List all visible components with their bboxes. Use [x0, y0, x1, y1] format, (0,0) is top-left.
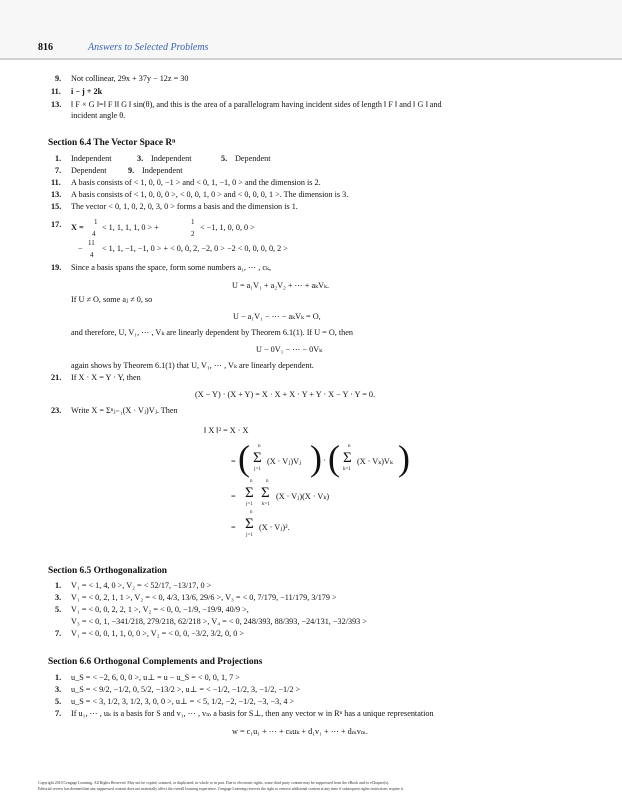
equation: w = c₁u₁ + ⋯ + cₖuₖ + d₁v₁ + ⋯ + dₘvₘ. — [232, 727, 368, 736]
answer-number: 7. — [55, 166, 62, 175]
page-number: 816 — [38, 42, 53, 53]
answer-text: The vector < 0, 1, 0, 2, 0, 3, 0 > forms a basis and the dimension is 1. — [71, 202, 298, 211]
answer-17-number — [51, 220, 61, 230]
sigma-symbol: Σ — [343, 450, 352, 466]
answer-13-continued: incident angle θ. — [71, 111, 126, 120]
copyright-line-1: Copyright 2010 Cengage Learning. All Rights Reserved. May not be copied, scanned, or duplicated, in whole or in part. Due to electronic rights, some third party content may be suppressed from the eBook and/or eChapter(s). — [38, 781, 390, 785]
equation-term: (X · Vⱼ)Vⱼ — [267, 457, 302, 466]
answer-23 — [51, 406, 178, 416]
sum-lower-limit: k=1 — [262, 502, 270, 507]
answer-number: 11. — [51, 87, 61, 96]
sum-upper-limit: n — [348, 444, 351, 449]
answer-9 — [128, 166, 182, 175]
section-6-5-title: Section 6.5 Orthogonalization — [48, 566, 168, 576]
answer-1 — [55, 581, 211, 591]
answer-text: u_S = < −2, 6, 0, 0 >, u⊥ = u − u_S = < 0, 0, 1, 7 > — [71, 673, 240, 682]
answer-5-continued: V₃ = < 0, 1, −341/218, 279/218, 62/218 >, V₄ = < 0, 248/393, 88/393, −24/131, −32/393 > — [71, 617, 367, 626]
answer-number: 1. — [55, 154, 62, 163]
answer-text: V₁ = < 0, 2, 1, 1 >, V₂ = < 0, 4/3, 13/6, 29/6 >, V₃ = < 0, 7/179, −11/179, 3/179 > — [71, 593, 337, 602]
answer-text: Independent — [151, 154, 192, 163]
answer-text: and therefore, U, V₁, ⋯ , Vₖ are linearly dependent by Theorem 6.1(1). If U = O, then — [71, 328, 353, 337]
answer-19 — [51, 263, 271, 273]
section-6-6-title: Section 6.6 Orthogonal Complements and Projections — [48, 657, 263, 667]
answer-17-term1: < 1, 1, 1, 1, 0 > + — [102, 223, 159, 232]
answer-1 — [55, 673, 240, 683]
sum-lower-limit: k=1 — [343, 467, 351, 472]
answer-17-lhs: X = — [71, 223, 84, 232]
answer-text: If U ≠ O, some aⱼ ≠ 0, so — [71, 295, 153, 304]
fraction-numerator: 11 — [88, 239, 95, 247]
answer-3 — [55, 685, 300, 695]
sigma-symbol: Σ — [245, 485, 254, 501]
equation: (X − Y) · (X + Y) = X · X + X · Y + Y · X − Y · Y = 0. — [195, 390, 376, 399]
answer-text: u_S = < 9/2, −1/2, 0, 5/2, −13/2 >, u⊥ = < −1/2, −1/2, 3, −1/2, −1/2 > — [71, 685, 301, 694]
left-paren: ( — [238, 438, 250, 478]
answer-text: A basis consists of < 1, 0, 0, 0 >, < 0, 0, 1, 0 > and < 0, 0, 0, 1 >. The dimension is 3. — [71, 190, 349, 199]
answer-15 — [51, 202, 298, 212]
answer-text: Since a basis spans the space, form some numbers a₁, ⋯ , cₖ, — [71, 263, 272, 272]
right-paren: ) — [398, 438, 410, 478]
answer-text: V₁ = < 0, 0, 2, 2, 1 >, V₂ = < 0, 0, −1/9, −19/9, 40/9 >, — [71, 605, 249, 614]
equals-sign: = — [231, 523, 236, 532]
answer-text: A basis consists of < 1, 0, 0, −1 > and < 0, 1, −1, 0 > and the dimension is 2. — [71, 178, 321, 187]
section-6-4-title: Section 6.4 The Vector Space Rⁿ — [48, 138, 176, 148]
sum-upper-limit: n — [258, 444, 261, 449]
answer-number: 5. — [221, 154, 228, 163]
answer-text: V₁ = < 0, 0, 1, 1, 0, 0 >, V₂ = < 0, 0, −3/2, 3/2, 0, 0 > — [71, 629, 244, 638]
sigma-symbol: Σ — [261, 485, 270, 501]
sum-lower-limit: j=1 — [246, 533, 253, 538]
answer-17-minus: − — [78, 244, 83, 253]
answer-5 — [221, 154, 270, 163]
sum-lower-limit: j=1 — [254, 467, 261, 472]
answer-text: Dependent — [235, 154, 271, 163]
answer-text: If u₁, ⋯ , uₖ is a basis for S and v₁, ⋯ , vₘ a basis for S⊥, then any vector w in Rⁿ has a unique representation — [71, 709, 434, 718]
dot-operator: · — [323, 456, 326, 465]
answer-text: If X · X = Y · Y, then — [71, 373, 141, 382]
answer-1 — [55, 154, 111, 163]
answer-5 — [55, 605, 249, 615]
answer-17-line2: < 1, 1, −1, −1, 0 > + < 0, 0, 2, −2, 0 > −2 < 0, 0, 0, 0, 2 > — [102, 244, 288, 253]
answer-text: u_S = < 3, 1/2, 3, 1/2, 3, 0, 0 >, u⊥ = < 5, 1/2, −2, −1/2, −3, −3, 4 > — [71, 697, 295, 706]
equation: U − 0V₁ − ⋯ − 0Vₖ — [256, 345, 323, 354]
answer-number: 23. — [51, 406, 62, 415]
answer-number: 7. — [55, 629, 62, 638]
fraction-numerator: 1 — [94, 218, 98, 226]
answer-21 — [51, 373, 141, 383]
answer-number: 11. — [51, 178, 61, 187]
equation-term: (X · Vⱼ)². — [259, 523, 290, 532]
answer-text: i − j + 2k — [71, 87, 103, 96]
answer-5 — [55, 697, 294, 707]
sigma-symbol: Σ — [253, 450, 262, 466]
answer-number: 7. — [55, 709, 62, 718]
answer-11 — [51, 87, 102, 97]
answer-7 — [55, 709, 434, 719]
sum-upper-limit: n — [250, 510, 253, 515]
copyright-line-2: Editorial review has deemed that any suppressed content does not materially affect the overall learning experience. Cengage Learning reserves the right to remove additional content at any time if subsequent rights restrictions require it. — [38, 787, 404, 791]
left-paren: ( — [328, 438, 340, 478]
equals-sign: = — [231, 457, 236, 466]
answer-3 — [55, 593, 337, 603]
answer-text: ‖ F × G ‖=‖ F ‖‖ G ‖ sin(θ), and this is the area of a parallelogram having incident sides of length ‖ F ‖ and ‖ G ‖ and — [71, 100, 442, 109]
answer-17-term2: < −1, 1, 0, 0, 0 > — [200, 223, 255, 232]
answer-3 — [137, 154, 191, 163]
header-rule — [0, 58, 622, 60]
sum-upper-limit: n — [266, 479, 269, 484]
equals-sign: = — [231, 492, 236, 501]
answer-number: 1. — [55, 581, 62, 590]
answer-number: 19. — [51, 263, 62, 272]
answer-13 — [51, 100, 442, 110]
equation: U = a₁V₁ + a₂V₂ + ⋯ + aₖVₖ. — [232, 281, 330, 290]
answer-number: 3. — [55, 685, 62, 694]
answer-11 — [51, 178, 321, 188]
answer-text: Independent — [71, 154, 112, 163]
sigma-symbol: Σ — [245, 516, 254, 532]
sum-upper-limit: n — [250, 479, 253, 484]
answer-7 — [55, 166, 106, 175]
fraction-denominator: 4 — [90, 251, 94, 259]
answer-number: 13. — [51, 190, 62, 199]
answer-number: 5. — [55, 605, 62, 614]
equation-term: (X · Vⱼ)(X · Vₖ) — [276, 492, 330, 501]
answer-13 — [51, 190, 348, 200]
answer-7 — [55, 629, 244, 639]
right-paren: ) — [310, 438, 322, 478]
answer-number: 9. — [55, 74, 62, 83]
answer-text: Dependent — [71, 166, 107, 175]
answer-text: again shows by Theorem 6.1(1) that U, V₁, ⋯ , Vₖ are linearly dependent. — [71, 361, 314, 370]
answer-text: Independent — [142, 166, 183, 175]
fraction-denominator: 4 — [92, 230, 96, 238]
sum-lower-limit: j=1 — [246, 502, 253, 507]
fraction-denominator: 2 — [191, 230, 195, 238]
answer-number: 5. — [55, 697, 62, 706]
answer-number: 15. — [51, 202, 62, 211]
equation: U − a₁V₁ − ⋯ − aₖVₖ = O, — [233, 312, 321, 321]
answer-text: Write X = Σⁿⱼ₌₁(X · Vⱼ)Vⱼ. Then — [71, 406, 178, 415]
equation-term: (X · Vₖ)Vₖ — [357, 457, 393, 466]
answer-number: 13. — [51, 100, 62, 109]
fraction-numerator: 1 — [191, 218, 195, 226]
answer-number: 17. — [51, 220, 62, 229]
answer-9 — [55, 74, 188, 84]
running-head: Answers to Selected Problems — [88, 42, 209, 53]
answer-text: V₁ = < 1, 4, 0 >, V₂ = < 52/17, −13/17, 0 > — [71, 581, 212, 590]
answer-number: 3. — [137, 154, 144, 163]
answer-number: 3. — [55, 593, 62, 602]
answer-number: 21. — [51, 373, 62, 382]
answer-number: 1. — [55, 673, 62, 682]
answer-text: Not collinear, 29x + 37y − 12z = 30 — [71, 74, 189, 83]
equation: ‖ X ‖² = X · X — [204, 426, 249, 435]
answer-number: 9. — [128, 166, 135, 175]
